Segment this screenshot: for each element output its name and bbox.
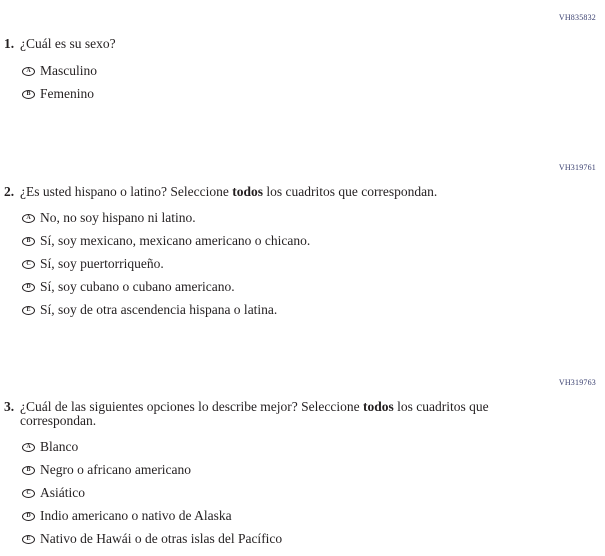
option-label: Sí, soy cubano o cubano americano.	[40, 279, 235, 294]
option-letter: C	[26, 261, 31, 267]
question-2-number: 2.	[4, 184, 15, 199]
option-letter: B	[26, 467, 31, 473]
option-letter: B	[26, 238, 31, 244]
question-2-option-a[interactable]	[22, 211, 605, 225]
option-label: Negro o africano americano	[40, 462, 192, 477]
option-letter: A	[26, 68, 31, 74]
question-2-text-before: ¿Es usted hispano o latino? Seleccione	[20, 184, 233, 199]
question-2-option-d[interactable]	[22, 280, 605, 294]
question-3-option-e[interactable]	[22, 532, 605, 546]
option-letter: E	[26, 307, 31, 313]
option-label: Masculino	[40, 63, 97, 78]
question-3-options	[0, 440, 605, 546]
question-1	[0, 13, 605, 101]
option-label: No, no soy hispano ni latino.	[40, 210, 196, 225]
option-letter: A	[26, 444, 31, 450]
question-3-option-b[interactable]	[22, 463, 605, 477]
question-2-prompt	[4, 185, 605, 199]
option-letter: B	[26, 91, 31, 97]
question-1-number: 1.	[4, 36, 15, 51]
option-bubble-icon[interactable]	[22, 90, 35, 99]
option-label: Indio americano o nativo de Alaska	[40, 508, 232, 523]
question-1-prompt	[4, 37, 605, 51]
option-bubble-icon[interactable]	[22, 466, 35, 475]
option-bubble-icon[interactable]	[22, 489, 35, 498]
question-2	[0, 163, 605, 317]
question-2-option-e[interactable]	[22, 303, 605, 317]
option-letter: C	[26, 490, 31, 496]
question-3-text-bold: todos	[363, 399, 394, 414]
option-bubble-icon[interactable]	[22, 535, 35, 544]
option-letter: D	[26, 513, 31, 519]
option-label: Blanco	[40, 439, 79, 454]
option-bubble-icon[interactable]	[22, 260, 35, 269]
question-1-option-a[interactable]	[22, 64, 605, 78]
option-bubble-icon[interactable]	[22, 443, 35, 452]
question-2-text-after: los cuadritos que correspondan.	[262, 184, 438, 199]
question-3-option-a[interactable]	[22, 440, 605, 454]
option-label: Sí, soy mexicano, mexicano americano o chicano.	[40, 233, 311, 248]
question-1-text-before: ¿Cuál es su sexo?	[20, 36, 116, 51]
option-label: Sí, soy puertorriqueño.	[40, 256, 164, 271]
question-3-text-after: los cuadritos que correspondan.	[20, 399, 489, 428]
question-3-prompt	[4, 400, 605, 427]
option-label: Nativo de Hawái o de otras islas del Pacífico	[40, 531, 283, 546]
question-2-option-b[interactable]	[22, 234, 605, 248]
question-3-option-d[interactable]	[22, 509, 605, 523]
question-3-option-c[interactable]	[22, 486, 605, 500]
option-label: Femenino	[40, 86, 94, 101]
question-2-options	[0, 211, 605, 317]
option-bubble-icon[interactable]	[22, 306, 35, 315]
option-letter: E	[26, 536, 31, 542]
option-label: Asiático	[40, 485, 85, 500]
question-3-text-before: ¿Cuál de las siguientes opciones lo describe mejor? Seleccione	[20, 399, 364, 414]
option-label: Sí, soy de otra ascendencia hispana o latina.	[40, 302, 278, 317]
option-letter: A	[26, 215, 31, 221]
question-3	[0, 378, 605, 546]
question-3-text	[20, 400, 500, 427]
option-bubble-icon[interactable]	[22, 283, 35, 292]
option-bubble-icon[interactable]	[22, 214, 35, 223]
option-bubble-icon[interactable]	[22, 512, 35, 521]
question-2-option-c[interactable]	[22, 257, 605, 271]
option-bubble-icon[interactable]	[22, 67, 35, 76]
question-3-number: 3.	[4, 399, 15, 414]
question-1-text	[20, 37, 116, 51]
option-letter: D	[26, 284, 31, 290]
question-1-options	[0, 64, 605, 101]
question-1-option-b[interactable]	[22, 87, 605, 101]
question-2-id-code: VH319761	[558, 163, 596, 172]
question-2-text-bold: todos	[232, 184, 263, 199]
option-bubble-icon[interactable]	[22, 237, 35, 246]
question-1-id-code: VH835832	[558, 13, 596, 22]
question-3-id-code: VH319763	[558, 378, 596, 387]
question-2-text	[20, 185, 437, 199]
